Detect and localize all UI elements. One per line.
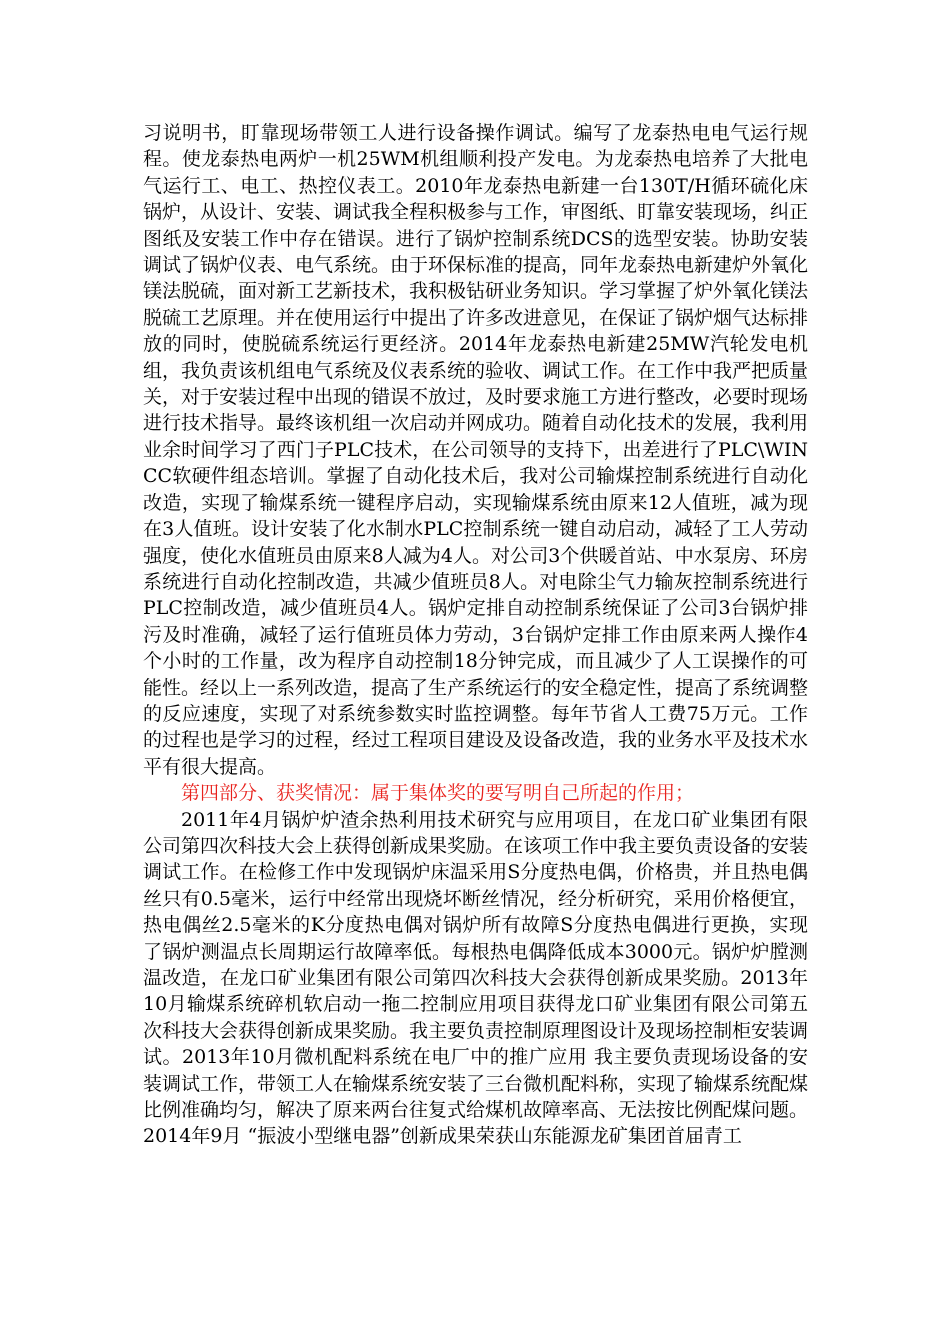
section-heading-awards: 第四部分、获奖情况：属于集体奖的要写明自己所起的作用； (181, 782, 695, 805)
body-paragraph-awards: 2011年4月锅炉炉渣余热利用技术研究与应用项目，在龙口矿业集团有限公司第四次科技大会上获得创新成果奖励。在该项工作中我主要负责设备的安装调试工作。在检修工作中发现锅炉床温采用S分度热电偶，价格贵，并且热电偶丝只有0.5毫米，运行中经常出现烧坏断丝情况，经分析研究，采用价格便宜，热电偶丝2.5毫米的K分度热电偶对锅炉所有故障S分度热电偶进行更换，实现了锅炉测温点长周期运行故障率低。每根热电偶降低成本3000元。锅炉炉膛测温改造，在龙口矿业集团有限公司第四次科技大会获得创新成果奖励。2013年10月输煤系统碎机软启动一拖二控制应用项目获得龙口矿业集团有限公司第五次科技大会获得创新成果奖励。我主要负责控制原理图设计及现场控制柜安装调试。2013年10月微机配料系统在电厂中的推广应用 我主要负责现场设备的安装调试工作，带领工人在输煤系统安装了三台微机配料称，实现了输煤系统配煤比例准确均匀，解决了原来两台往复式给煤机故障率高、无法按比例配煤问题。2014年9月 “振波小型继电器”创新成果荣获山东能源龙矿集团首届青工 (143, 808, 809, 1148)
body-paragraph-work-experience: 习说明书，盯靠现场带领工人进行设备操作调试。编写了龙泰热电电气运行规程。使龙泰热电两炉一机25WM机组顺利投产发电。为龙泰热电培养了大批电气运行工、电工、热控仪表工。2010年龙泰热电新建一台130T/H循环硫化床锅炉，从设计、安装、调试我全程积极参与工作，审图纸、盯靠安装现场，纠正图纸及安装工作中存在错误。进行了锅炉控制系统DCS的选型安装。协助安装调试了锅炉仪表、电气系统。由于环保标准的提高，同年龙泰热电新建炉外氧化镁法脱硫，面对新工艺新技术，我积极钻研业务知识。学习掌握了炉外氧化镁法脱硫工艺原理。并在使用运行中提出了许多改进意见，在保证了锅炉烟气达标排放的同时，使脱硫系统运行更经济。2014年龙泰热电新建25MW汽轮发电机组，我负责该机组电气系统及仪表系统的验收、调试工作。在工作中我严把质量关，对于安装过程中出现的错误不放过，及时要求施工方进行整改，必要时现场进行技术指导。最终该机组一次启动并网成功。随着自动化技术的发展，我利用业余时间学习了西门子PLC技术，在公司领导的支持下，出差进行了PLC\WINCC软硬件组态培训。掌握了自动化技术后，我对公司输煤控制系统进行自动化改造，实现了输煤系统一键程序启动，实现输煤系统由原来12人值班，减为现在3人值班。设计安装了化水制水PLC控制系统一键自动启动，减轻了工人劳动强度，使化水值班员由原来8人减为4人。对公司3个供暖首站、中水泵房、环房系统进行自动化控制改造，共减少值班员8人。对电除尘气力输灰控制系统进行PLC控制改造，减少值班员4人。锅炉定排自动控制系统保证了公司3台锅炉排污及时准确，减轻了运行值班员体力劳动，3台锅炉定排工作由原来两人操作4个小时的工作量，改为程序自动控制18分钟完成，而且减少了人工误操作的可能性。经以上一系列改造，提高了生产系统运行的安全稳定性，提高了系统调整的反应速度，实现了对系统参数实时监控调整。每年节省人工费75万元。工作的过程也是学习的过程，经过工程项目建设及设备改造，我的业务水平及技术水平有很大提高。 (143, 122, 809, 778)
document-page (143, 120, 808, 1150)
